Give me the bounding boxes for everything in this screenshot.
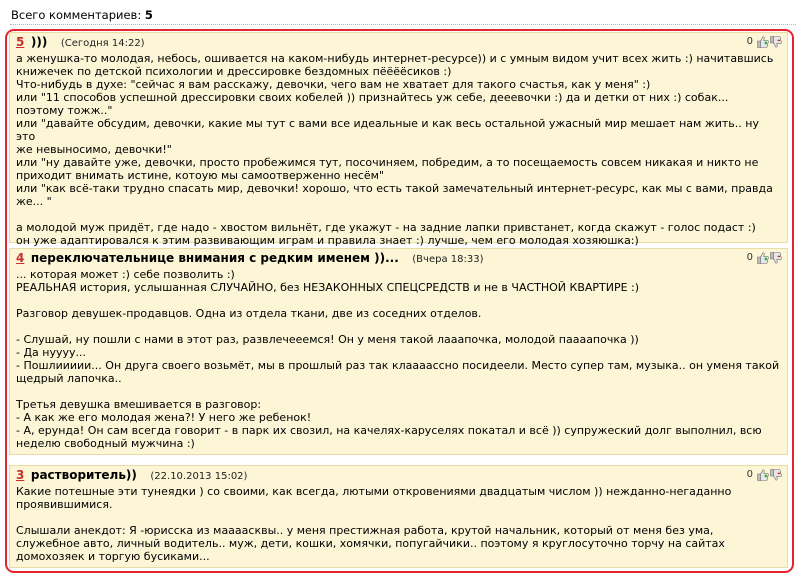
comment-header [16,35,781,49]
comment-text: а женушка-то молодая, небось, ошивается на каком-нибудь интернет-ресурсе)) и с умным видом учит всех жить :) начитавшись книжечек по детской психологии и дрессировке бездомных пёёёёсиков :) Что-нибудь в духе: "сейчас я вам расскажу, девочки, чего вам не хватает для такого счастья, как у меня" :) или "11 способов успешной дрессировки своих кобелей )) признайтесь уж себе, дееевочки :) да и детки от них :) собак... поэтому тожж.." или "давайте обсудим, девочки, какие мы тут с вами все идеальные и как весь остальной ужасный мир мешает нам жить.. ну это же невыносимо, девочки!" или "ну давайте уже, девочки, просто пробежимся тут, посочиняем, побредим, а то посещаемость совсем никакая и никто не приходит внимать истине, котоую мы самоотверженно несём" или "как всё-таки трудно спасать мир, девочки! хорошо, что есть такой замечательный интернет-ресурс, как мы с вами, правда же... " а молодой муж придёт, где надо - хвостом вильнёт, где укажут - на задние лапки привстанет, когда скажут - голос подаст :) он уже адаптировался к этим развивающим играм и правила знает :) лучше, чем его молодая хозяюшка:) [16,52,774,247]
comment-text: ... которая может :) себе позволить :) РЕАЛЬНАЯ история, услышанная СЛУЧАЙНО, без НЕЗАКОННЫХ СПЕЦСРЕДСТВ и не в ЧАСТНОЙ КВАРТИРЕ :) Разговор девушек-продавцов. Одна из отдела ткани, две из соседних отделов. - Слушай, ну пошли с нами в этот раз, развлечееемся! Он у меня такой лааапочка, молодой паааапочка )) - Да нуууу... - Пошлиииии... Он друга своего возьмёт, мы в прошлый раз так клаааассно посидеели. Место супер там, музыка.. он уменя такой щедрый лапочка.. Третья девушка вмешивается в разговор: - А как же его молодая жена?! У него же ребенок! - А, ерунда! Он сам всегда говорит - в парк их свозил, на качелях-каруселях покатал и всё )) супружеский долг выполнил, всю неделю свободный мужчина :) [16,268,780,450]
comment-votes [747,468,782,482]
thumbs-up-icon[interactable] [757,36,769,48]
comment-title: ))) [30,35,48,49]
separator [10,24,796,25]
comment-item [9,465,788,568]
comment-time: (Вчера 18:33) [412,254,484,265]
comment-number-link[interactable]: 3 [16,468,25,482]
comment-title: растворитель)) [30,468,137,482]
thumbs-up-icon[interactable] [757,469,769,481]
comment-text: Какие потешные эти тунеядки ) со своими, как всегда, лютыми откровениями двадцатым числом )) нежданно-негаданно проявившимися. Слышали анекдот: Я -юрисска из маааасквы.. у меня престижная работа, крутой начальник, который от меня без ума, служебное авто, личный водитель.. муж, дети, кошки, хомячки, попугайчики.. поэтому я круглосуточно торчу на сайтах домохозяек и торгую бусиками... [16,485,732,563]
thumbs-down-icon[interactable] [770,252,782,264]
comments-total [11,8,153,22]
comment-item [9,248,788,455]
comment-number-link[interactable]: 5 [16,35,25,49]
vote-count: 0 [746,469,753,480]
comments-total-label: Всего комментариев: [11,8,142,22]
vote-count: 0 [746,252,753,263]
comment-votes [747,35,782,49]
thumbs-down-icon[interactable] [770,36,782,48]
comment-item [9,32,788,247]
thumbs-down-icon[interactable] [770,469,782,481]
comments-total-count: 5 [144,8,153,22]
comment-votes [747,251,782,265]
comment-header [16,251,781,265]
comment-time: (Сегодня 14:22) [60,38,145,49]
comment-header [16,468,781,482]
vote-count: 0 [746,36,753,47]
comment-title: переключательнице внимания с редким именем ))... [30,251,399,265]
comment-time: (22.10.2013 15:02) [150,471,248,482]
comment-number-link[interactable]: 4 [16,251,25,265]
thumbs-up-icon[interactable] [757,252,769,264]
